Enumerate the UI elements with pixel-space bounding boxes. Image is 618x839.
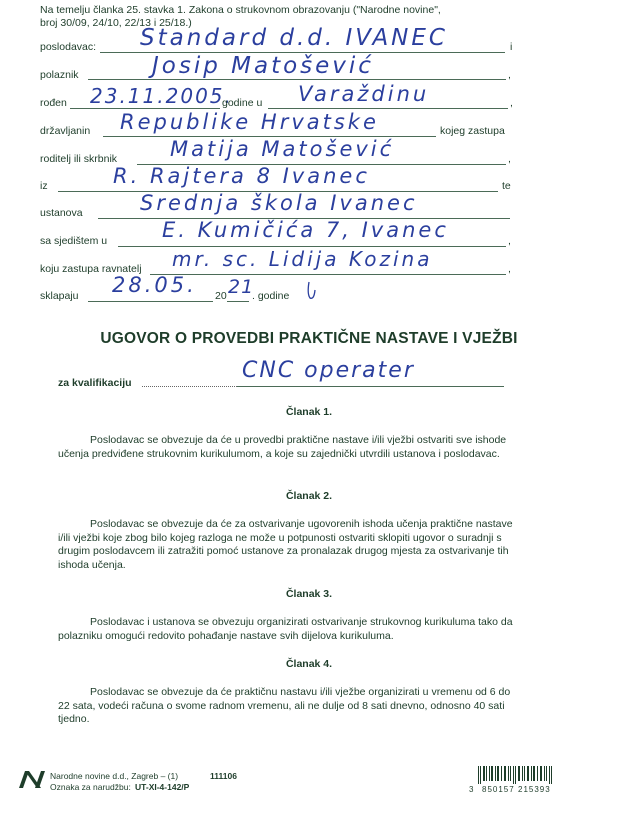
iz-label: iz: [40, 180, 48, 192]
roden-value[interactable]: 23.11.2005.: [90, 84, 233, 108]
iz-value[interactable]: R. Rajtera 8 Ivanec: [113, 164, 370, 188]
kvalifikacija-dotted-line: [142, 386, 237, 387]
article-3-heading: Članak 3.: [285, 588, 333, 600]
roditelj-label: roditelj ili skrbnik: [40, 153, 118, 165]
year-value[interactable]: 21: [228, 276, 255, 298]
legal-basis-line-1: Na temelju članka 25. stavka 1. Zakona o strukovnom obrazovanju ("Narodne novine",: [40, 4, 441, 16]
article-3-text: Poslodavac i ustanova se obvezuju organizirati ostvarivanje strukovnog kurikuluma tako da polazniku omogući redovito pohađanje nastave svih dijelova kurikuluma.: [58, 616, 513, 642]
sjediste-suffix: ,: [508, 235, 511, 247]
footer-publisher: Narodne novine d.d., Zagreb – (1): [50, 771, 179, 781]
poslodavac-value[interactable]: Standard d.d. IVANEC: [140, 25, 448, 51]
ink-stroke-mark: [304, 280, 318, 302]
barcode-digit-prefix: 3: [469, 785, 474, 794]
roden-suffix: ,: [510, 97, 513, 109]
year-line: [227, 301, 249, 302]
ravnatelj-suffix: ,: [508, 263, 511, 275]
poslodavac-suffix: i: [510, 41, 513, 53]
ravnatelj-value[interactable]: mr. sc. Lidija Kozina: [172, 247, 433, 271]
mjesto-value[interactable]: Varaždinu: [298, 82, 430, 106]
kvalifikacija-value[interactable]: CNC operater: [242, 358, 415, 383]
roden-label: rođen: [40, 97, 67, 109]
article-2-text: Poslodavac se obvezuje da će za ostvarivanje ugovorenih ishoda učenja praktične nastave i/ili vježbi koje zbog bilo kojeg razloga ne može u potpunosti ostvariti sklopiti ugovor o suradnji s drugim poslodavcem ili zatražiti pomoć ustanove za pronalazak drugog mjesta za ostvarivanje tih ishoda učenja.: [58, 518, 513, 571]
article-4-heading: Članak 4.: [285, 658, 333, 670]
poslodavac-label: poslodavac:: [40, 41, 97, 53]
ravnatelj-label: koju zastupa ravnatelj: [40, 263, 142, 275]
godine-label: . godine: [252, 290, 290, 302]
article-1-heading: Članak 1.: [285, 406, 333, 418]
article-2-heading: Članak 2.: [285, 490, 333, 502]
ravnatelj-line: [150, 274, 506, 275]
sklapaju-line: [88, 301, 213, 302]
barcode-digits-right: 215393: [518, 785, 551, 794]
kvalifikacija-line: [237, 386, 504, 387]
article-4-text: Poslodavac se obvezuje da će praktičnu nastavu i/ili vježbe organizirati u vremenu od 6 do 22 sata, vodeći računa o svome radnom vremenu, ali ne dulje od 8 sati dnevno, odnosno 40 sati tjedno.: [58, 686, 511, 725]
roditelj-value[interactable]: Matija Matošević: [170, 137, 395, 161]
footer-order-label: Oznaka za narudžbu:: [50, 782, 131, 792]
polaznik-line: [88, 79, 506, 80]
barcode-digits-left: 850157: [482, 785, 515, 794]
roden-line: [70, 108, 220, 109]
polaznik-label: polaznik: [40, 69, 79, 81]
kojeg-zastupa-label: kojeg zastupa: [440, 125, 505, 137]
ustanova-label: ustanova: [40, 207, 83, 219]
mjesto-line: [268, 108, 508, 109]
godine-u-label: godine u: [222, 97, 263, 109]
sklapaju-value[interactable]: 28.05.: [112, 273, 197, 297]
sjediste-label: sa sjedištem u: [40, 235, 108, 247]
drzavljanin-value[interactable]: Republike Hrvatske: [120, 110, 379, 134]
roditelj-suffix: ,: [508, 153, 511, 165]
polaznik-value[interactable]: Josip Matošević: [152, 53, 374, 79]
drzavljanin-label: državljanin: [40, 125, 91, 137]
ustanova-value[interactable]: Srednja škola Ivanec: [140, 191, 418, 215]
barcode-icon: [478, 766, 554, 784]
contract-title: UGOVOR O PROVEDBI PRAKTIČNE NASTAVE I VJEŽBI: [100, 330, 518, 347]
iz-suffix: te: [502, 180, 511, 192]
sjediste-value[interactable]: E. Kumičića 7, Ivanec: [162, 218, 449, 242]
polaznik-suffix: ,: [508, 69, 511, 81]
narodne-novine-logo-icon: [18, 768, 48, 790]
footer-code: 111106: [210, 771, 237, 781]
sklapaju-label: sklapaju: [40, 290, 79, 302]
year-prefix: 20: [215, 290, 227, 302]
legal-basis-line-2: broj 30/09, 24/10, 22/13 i 25/18.): [40, 17, 192, 29]
kvalifikacija-label: za kvalifikaciju: [58, 377, 132, 389]
article-1-text: Poslodavac se obvezuje da će u provedbi praktične nastave i/ili vježbi ostvariti sve ishode učenja predviđene strukovnim kurikulumom, a koje su zajednički utvrdili ustanova i poslodavac.: [58, 434, 507, 460]
footer-order-value: UT-XI-4-142/P: [135, 782, 190, 792]
